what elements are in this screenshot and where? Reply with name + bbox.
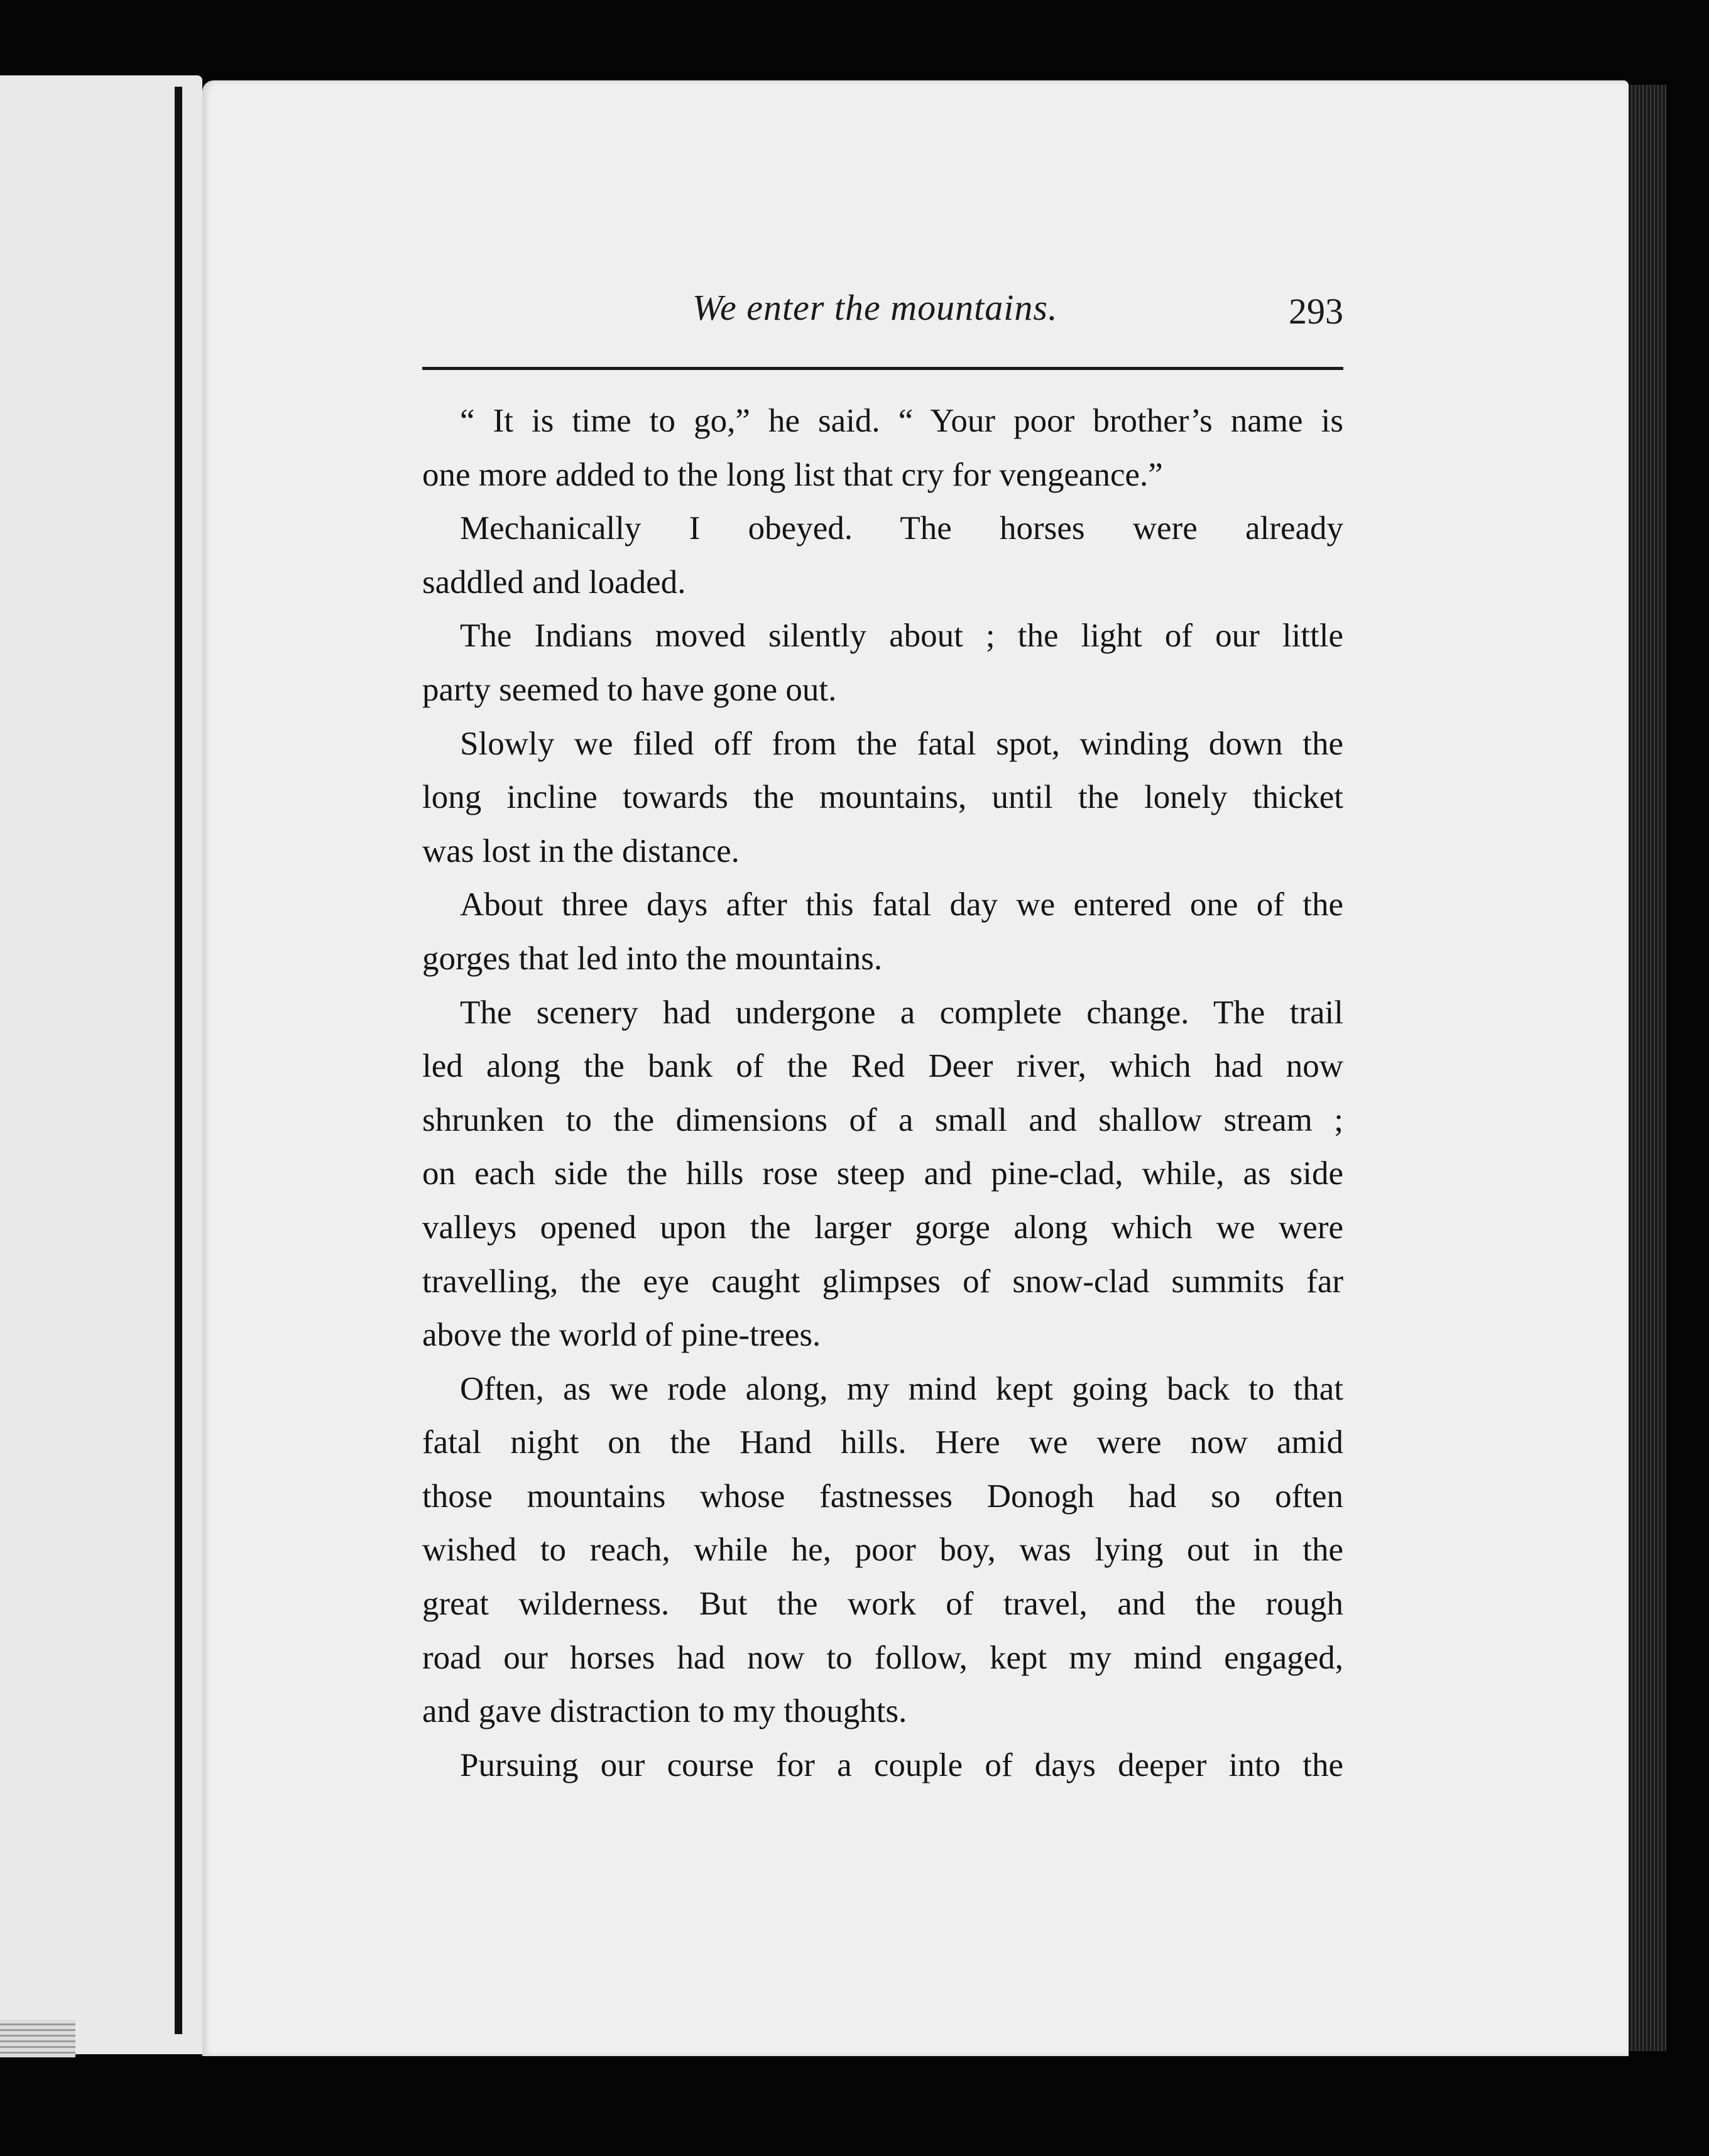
text-line: and gave distraction to my thoughts. [422,1693,907,1730]
paragraph [422,878,1343,986]
text-line: The Indians moved silently about ; the light of our little [460,618,1343,655]
paragraph [422,609,1343,717]
paragraph [422,395,1343,502]
page-number: 293 [1289,291,1343,332]
text-line: Mechanically I obeyed. The horses were already [460,510,1343,547]
text-line: one more added to the long list that cry for vengeance.” [422,456,1163,493]
text-line: “ It is time to go,” he said. “ Your poor brother’s name is [460,403,1343,439]
paragraph [422,717,1343,879]
text-line: Slowly we filed off from the fatal spot, winding down the [460,725,1343,762]
page-stack-edge [1629,85,1666,2051]
facing-page-leaves [0,2020,75,2057]
text-line: The scenery had undergone a complete change. The trail [460,994,1343,1031]
text-line: Pursuing our course for a couple of days deeper into the [460,1746,1343,1783]
text-line: long incline towards the mountains, until the lonely thicket [422,779,1343,816]
header-rule [422,367,1343,370]
paragraph [422,502,1343,609]
paragraph [422,1739,1343,1793]
text-line: shrunken to the dimensions of a small and shallow stream ; [422,1101,1343,1138]
text-line: great wilderness. But the work of travel, and the rough [422,1586,1343,1623]
book-gutter [175,87,182,2034]
paragraph [422,986,1343,1363]
text-line: saddled and loaded. [422,564,686,601]
text-line: on each side the hills rose steep and pine-clad, while, as side [422,1155,1343,1192]
body-text [422,395,1343,1802]
facing-page-edge [0,75,202,2054]
text-line: About three days after this fatal day we entered one of the [460,886,1343,923]
text-line: valleys opened upon the larger gorge along which we were [422,1209,1343,1246]
text-line: gorges that led into the mountains. [422,940,883,977]
text-line: party seemed to have gone out. [422,671,837,708]
text-line: wished to reach, while he, poor boy, was lying out in the [422,1532,1343,1569]
running-head: We enter the mountains. [692,287,1058,328]
page-header [422,281,1343,338]
text-line: was lost in the distance. [422,832,740,869]
text-line: Often, as we rode along, my mind kept going back to that [460,1370,1343,1407]
paragraph [422,1363,1343,1739]
text-line: above the world of pine-trees. [422,1317,821,1354]
text-line: those mountains whose fastnesses Donogh had so often [422,1478,1343,1515]
text-line: road our horses had now to follow, kept my mind engaged, [422,1639,1343,1676]
text-line: led along the bank of the Red Deer river, which had now [422,1048,1343,1085]
text-line: fatal night on the Hand hills. Here we were now amid [422,1424,1343,1461]
text-line: travelling, the eye caught glimpses of snow-clad summits far [422,1263,1343,1300]
